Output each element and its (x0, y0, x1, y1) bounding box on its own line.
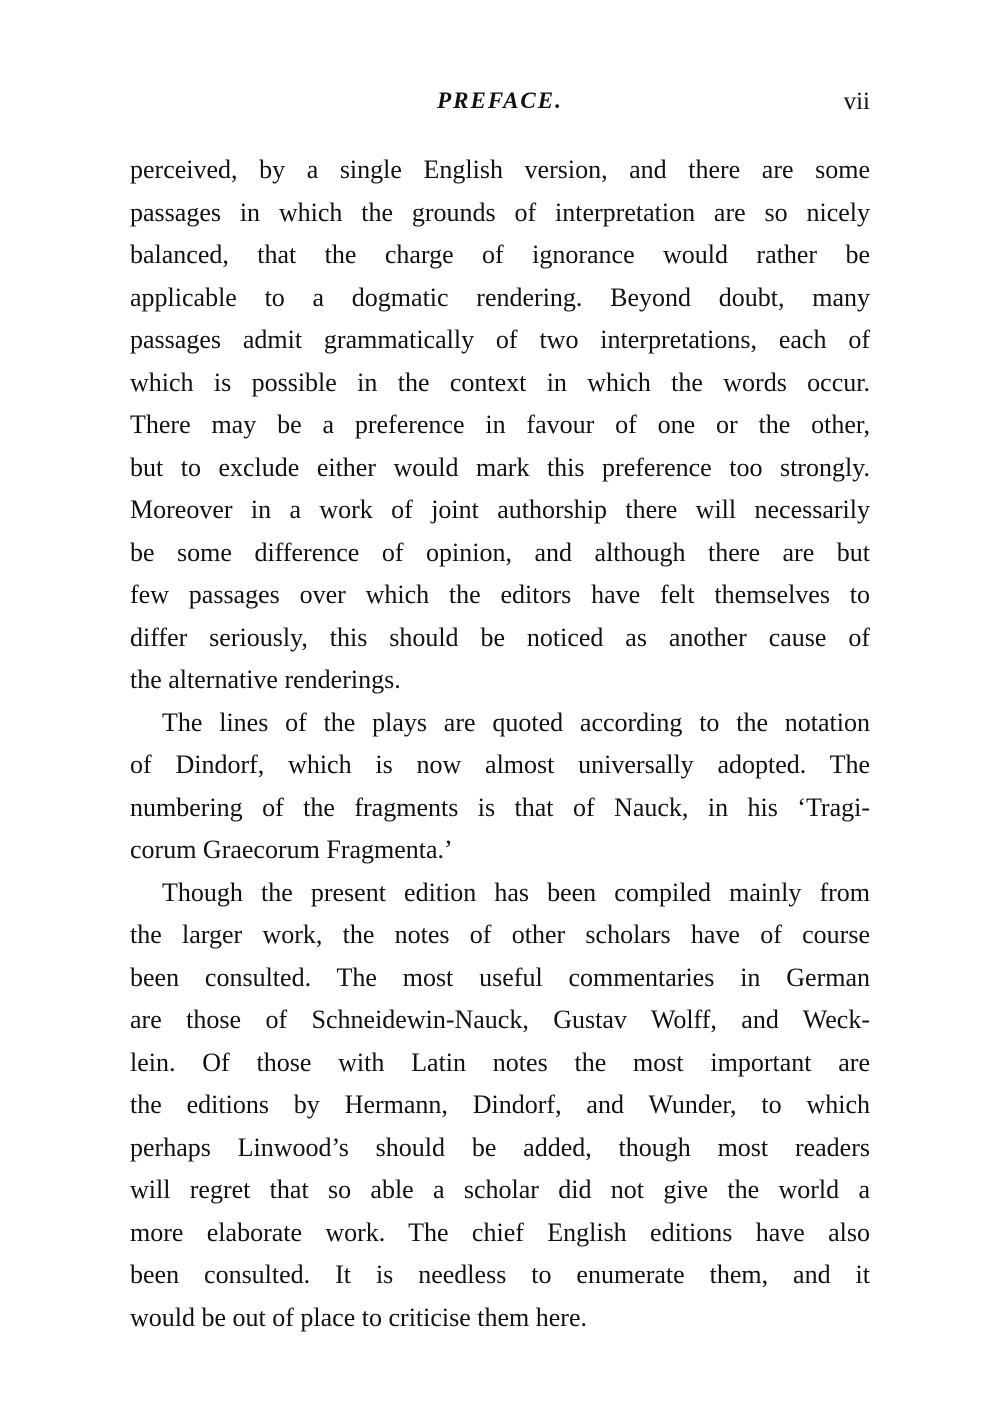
text-line: few passages over which the editors have felt themselves to (130, 580, 870, 609)
text-line: the alternative renderings. (130, 665, 401, 694)
text-line: of Dindorf, which is now almost universally adopted. The (130, 750, 870, 779)
paragraph-2 (130, 702, 870, 872)
text-line: been consulted. It is needless to enumerate them, and it (130, 1260, 870, 1289)
text-line: applicable to a dogmatic rendering. Beyond doubt, many (130, 282, 870, 312)
text-line: perhaps Linwood’s should be added, though most readers (130, 1132, 870, 1162)
text-line: perceived, by a single English version, and there are some (130, 155, 870, 184)
text-line: are those of Schneidewin-Nauck, Gustav Wolff, and Weck- (130, 1005, 870, 1034)
text-line: corum Graecorum Fragmenta.’ (130, 835, 453, 864)
text-line: passages in which the grounds of interpretation are so nicely (130, 197, 870, 227)
body-text (130, 149, 870, 1339)
text-line: Moreover in a work of joint authorship there will necessarily (130, 495, 870, 524)
text-line: The lines of the plays are quoted according to the notation (162, 707, 870, 737)
text-line: There may be a preference in favour of one or the other, (130, 410, 870, 439)
text-line: differ seriously, this should be noticed as another cause of (130, 622, 870, 652)
paragraph-1 (130, 149, 870, 702)
text-line: would be out of place to criticise them here. (130, 1302, 588, 1332)
text-line: the larger work, the notes of other scholars have of course (130, 920, 870, 949)
text-line: but to exclude either would mark this preference too strongly. (130, 452, 870, 482)
text-line: been consulted. The most useful commentaries in German (130, 962, 870, 992)
page-number: vii (843, 88, 870, 115)
text-line: the editions by Hermann, Dindorf, and Wunder, to which (130, 1090, 870, 1119)
text-line: passages admit grammatically of two interpretations, each of (130, 325, 870, 354)
text-line: which is possible in the context in which the words occur. (130, 367, 870, 397)
running-title: PREFACE. (437, 88, 563, 113)
page-header (130, 88, 870, 128)
text-line: will regret that so able a scholar did not give the world a (130, 1175, 870, 1204)
text-line: more elaborate work. The chief English editions have also (130, 1217, 870, 1247)
text-line: Though the present edition has been compiled mainly from (162, 877, 870, 907)
text-line: balanced, that the charge of ignorance would rather be (130, 240, 870, 269)
paragraph-3 (130, 872, 870, 1340)
text-line: lein. Of those with Latin notes the most important are (130, 1047, 870, 1077)
text-line: numbering of the fragments is that of Nauck, in his ‘Tragi- (130, 792, 870, 822)
text-line: be some difference of opinion, and although there are but (130, 537, 870, 567)
